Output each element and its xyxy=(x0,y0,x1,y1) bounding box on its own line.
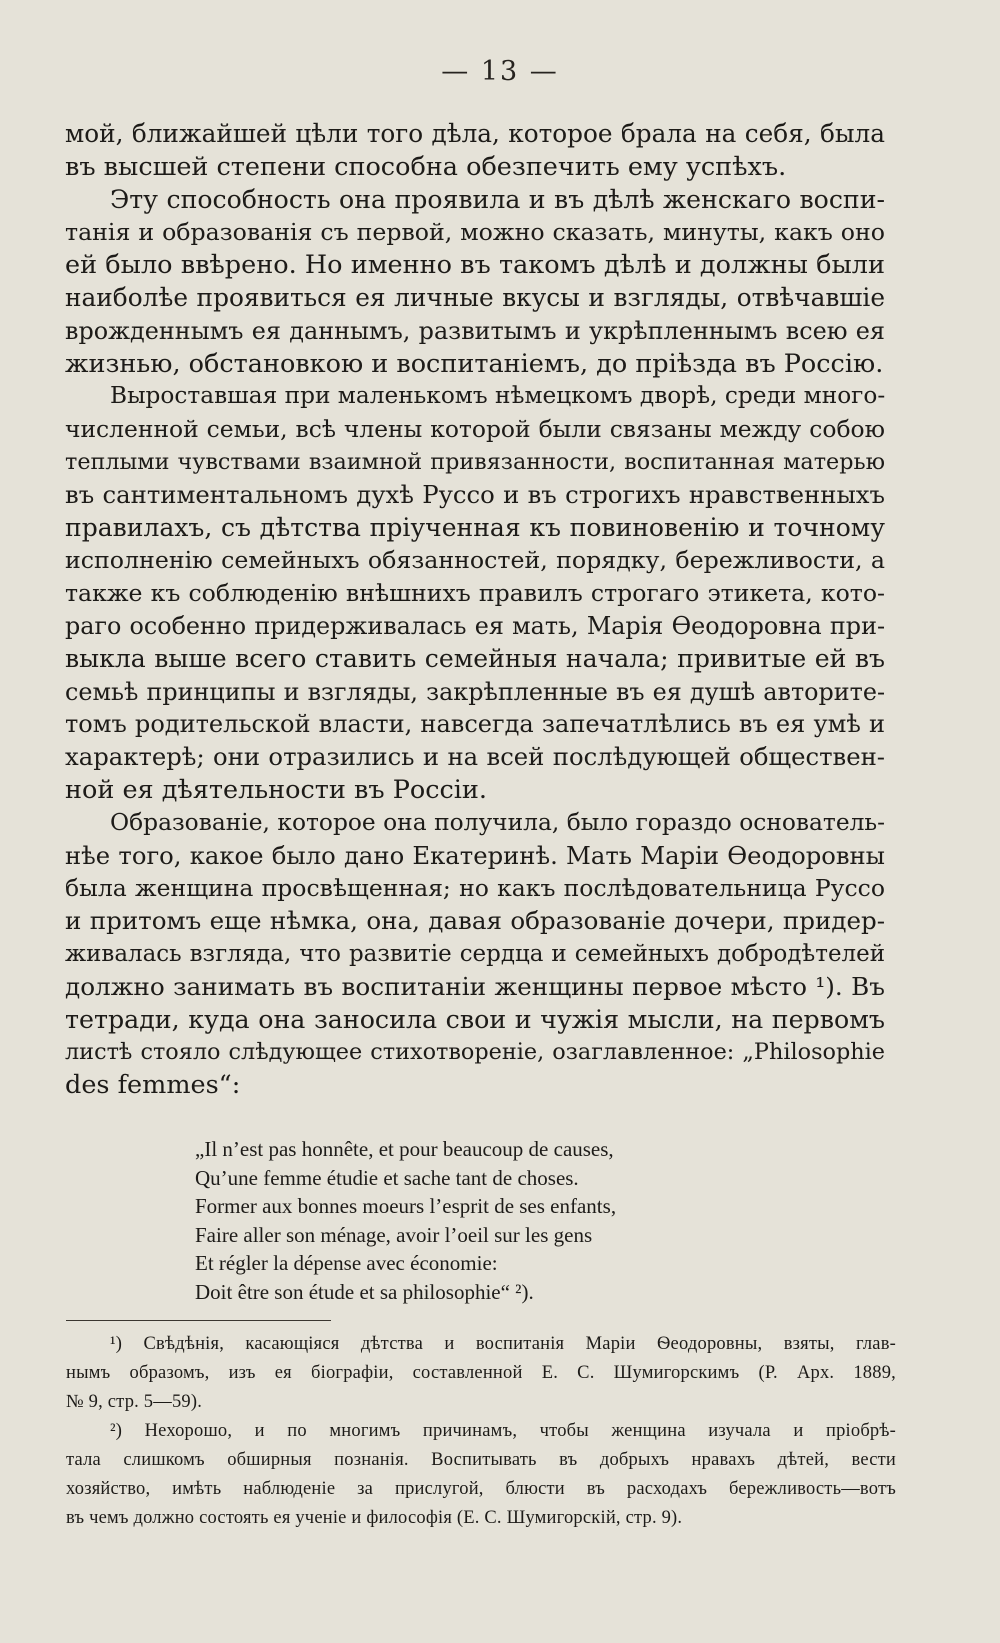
text-line: ной ея дѣятельности въ Россіи. xyxy=(65,774,488,805)
text-line: Выроставшая при маленькомъ нѣмецкомъ дворѣ, среди много- xyxy=(110,382,886,410)
poem-line: Qu’une femme étudie et sache tant de choses. xyxy=(195,1165,579,1190)
footnote xyxy=(66,1330,896,1417)
text-line: Эту способность она проявила и въ дѣлѣ женскаго воспи- xyxy=(110,184,885,214)
footnote-divider xyxy=(66,1320,331,1321)
text-line: ей было ввѣрено. Но именно въ такомъ дѣлѣ и должны были xyxy=(65,250,885,281)
text-line: характерѣ; они отразились и на всей послѣдующей обществен- xyxy=(65,742,885,772)
text-line: врожденнымъ ея даннымъ, развитымъ и укрѣпленнымъ всею ея xyxy=(65,316,885,345)
poem-line: Faire aller son ménage, avoir l’oeil sur les gens xyxy=(195,1222,593,1247)
text-line: раго особенно придерживалась ея мать, Марія Ѳеодоровна при- xyxy=(65,611,885,640)
text-line: въ сантиментальномъ духѣ Руссо и въ строгихъ нравственныхъ xyxy=(65,479,885,509)
footnote-line: нымъ образомъ, изъ ея біографіи, составленной Е. С. Шумигорскимъ (Р. Арх. 1889, xyxy=(66,1363,896,1383)
footnote-line: ¹) Свѣдѣнія, касающіяся дѣтства и воспитанія Маріи Ѳеодоровны, взяты, глав- xyxy=(110,1334,896,1354)
footnote-line: № 9, стр. 5—59). xyxy=(66,1392,203,1412)
footnote-line: въ чемъ должно состоять ея ученіе и философія (Е. С. Шумигорскій, стр. 9). xyxy=(66,1508,683,1528)
footnote-line: хозяйство, имѣть наблюденіе за прислугой, блюсти въ расходахъ бережливость—вотъ xyxy=(66,1479,896,1499)
text-line: жизнью, обстановкою и воспитаніемъ, до пріѣзда въ Россію. xyxy=(65,348,884,379)
text-line: должно занимать въ воспитаніи женщины первое мѣсто ¹). Въ xyxy=(65,971,885,1001)
poem-line: Former aux bonnes moeurs l’esprit de ses enfants, xyxy=(195,1194,617,1218)
main-text xyxy=(65,118,885,1102)
footnote-line: тала слишкомъ обширныя познанія. Воспитывать въ добрыхъ нравахъ дѣтей, вести xyxy=(66,1450,896,1470)
text-line: des femmes“: xyxy=(65,1070,241,1101)
text-line: нѣе того, какое было дано Екатеринѣ. Мать Маріи Ѳеодоровны xyxy=(65,840,885,870)
page-number: — 13 — xyxy=(441,56,559,87)
paragraph xyxy=(65,807,885,1102)
poem-line: Et régler la dépense avec économie: xyxy=(195,1251,498,1275)
text-line: наиболѣе проявиться ея личные вкусы и взгляды, отвѣчавшіе xyxy=(65,282,885,312)
text-line: листѣ стояло слѣдующее стихотвореніе, озаглавленное: „Philosophie xyxy=(65,1039,885,1066)
footnote xyxy=(66,1417,896,1533)
text-line: и притомъ еще нѣмка, она, давая образованіе дочери, придер- xyxy=(65,906,885,936)
text-line: была женщина просвѣщенная; но какъ послѣдовательница Руссо xyxy=(65,874,885,903)
text-line: живалась взгляда, что развитіе сердца и семейныхъ добродѣтелей xyxy=(65,940,885,967)
text-line: численной семьи, всѣ члены которой были связаны между собою xyxy=(65,415,885,444)
paragraph xyxy=(65,118,885,184)
text-line: танія и образованія съ первой, можно сказать, минуты, какъ оно xyxy=(65,218,885,247)
text-line: томъ родительской власти, навсегда запечатлѣлись въ ея умѣ и xyxy=(65,710,885,739)
poem-line: Doit être son étude et sa philosophie“ ²). xyxy=(195,1279,534,1304)
text-line: выкла выше всего ставить семейныя начала; привитые ей въ xyxy=(65,643,885,673)
text-line: правилахъ, съ дѣтства пріученная къ повиновенію и точному xyxy=(65,512,885,542)
text-line: теплыми чувствами взаимной привязанности, воспитанная матерью xyxy=(65,448,885,475)
paragraph xyxy=(65,380,885,806)
text-line: мой, ближайшей цѣли того дѣла, которое брала на себя, была xyxy=(65,119,885,148)
poem-quote xyxy=(195,1135,755,1306)
text-line: тетради, куда она заносила свои и чужія мысли, на первомъ xyxy=(65,1004,885,1034)
paragraph xyxy=(65,184,885,381)
text-line: также къ соблюденію внѣшнихъ правилъ строгаго этикета, кото- xyxy=(65,579,885,608)
footnotes xyxy=(66,1330,896,1533)
text-line: Образованіе, которое она получила, было гораздо основатель- xyxy=(110,808,885,836)
poem-line: „Il n’est pas honnête, et pour beaucoup de causes, xyxy=(195,1137,614,1161)
text-line: исполненію семейныхъ обязанностей, порядку, бережливости, а xyxy=(65,546,885,575)
text-line: семьѣ принципы и взгляды, закрѣпленные въ ея душѣ авторите- xyxy=(65,677,885,706)
footnote-line: ²) Нехорошо, и по многимъ причинамъ, чтобы женщина изучала и пріобрѣ- xyxy=(110,1421,896,1441)
text-line: въ высшей степени способна обезпечить ему успѣхъ. xyxy=(65,151,787,182)
